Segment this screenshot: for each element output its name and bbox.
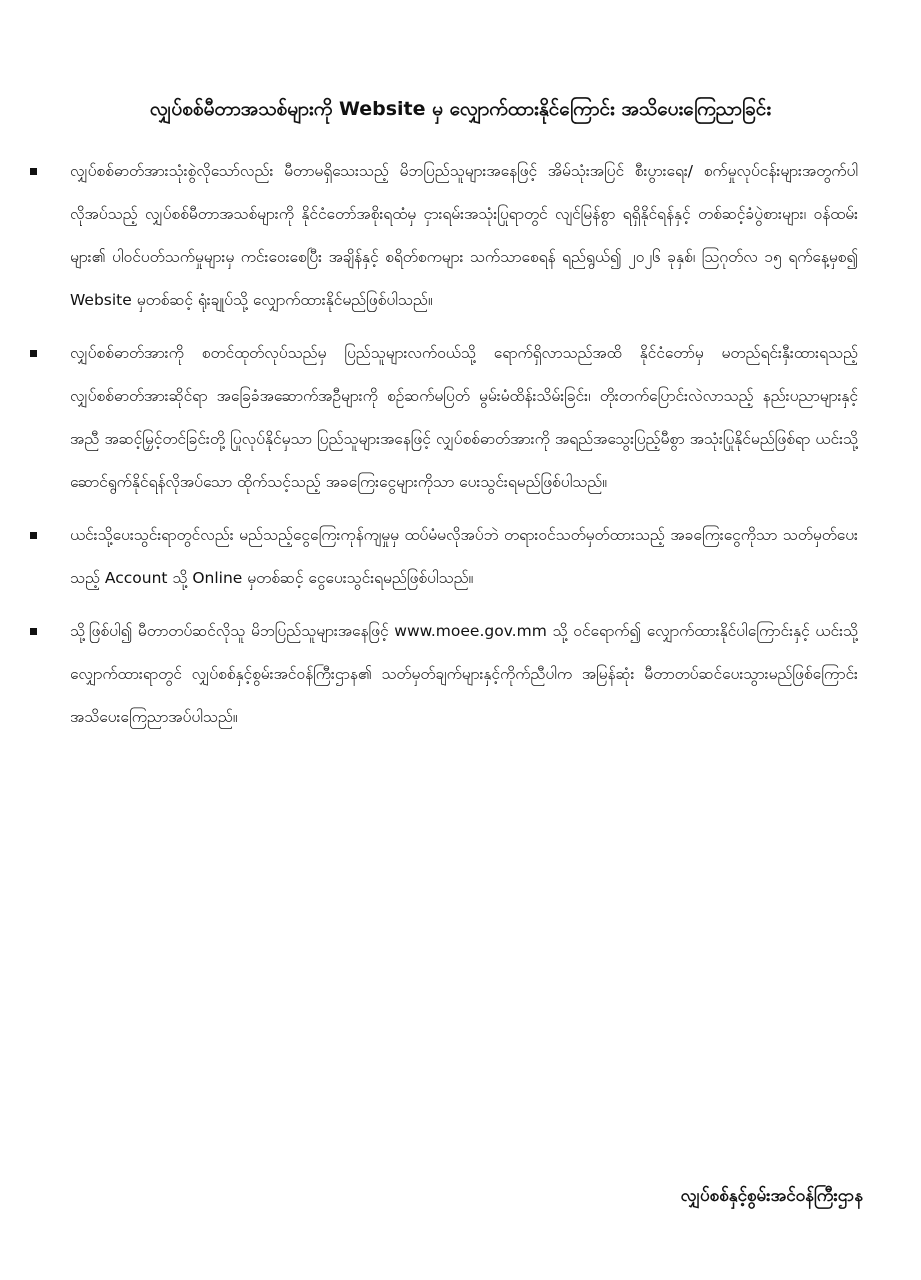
document-title: လျှပ်စစ်မီတာအသစ်များကို Website မှ လျှောက်ထားနိုင်ကြောင်း အသိပေးကြေညာခြင်း [149, 98, 772, 120]
notice-item-4 [30, 610, 858, 739]
notice-text: သို့ဖြစ်ပါ၍ မီတာတပ်ဆင်လိုသူ မိဘပြည်သူများအနေဖြင့် www.moee.gov.mm သို့ ဝင်ရောက်၍ လျှောက်ထားနိုင်ပါကြောင်းနှင့် ယင်းသို့လျှောက်ထားရာတွင် လျှပ်စစ်နှင့်စွမ်းအင်ဝန်ကြီးဌာန၏ သတ်မှတ်ချက်များနှင့်ကိုက်ညီပါက အမြန်ဆုံး မီတာတပ်ဆင်ပေးသွားမည်ဖြစ်ကြောင်း အသိပေးကြေညာအပ်ပါသည်။ [70, 622, 858, 726]
notice-item-2 [30, 332, 858, 504]
square-bullet-icon [30, 168, 37, 175]
notice-list [30, 150, 858, 749]
notice-text: ယင်းသို့ပေးသွင်းရာတွင်လည်း မည်သည့်ငွေကြေးကုန်ကျမှုမှ ထပ်မံမလိုအပ်ဘဲ တရားဝင်သတ်မှတ်ထားသည့် အခကြေးငွေကိုသာ သတ်မှတ်ပေးသည့် Account သို့ Online မှတစ်ဆင့် ငွေပေးသွင်းရမည်ဖြစ်ပါသည်။ [70, 526, 858, 587]
notice-item-3 [30, 514, 858, 600]
notice-text: လျှပ်စစ်ဓာတ်အားကို စတင်ထုတ်လုပ်သည်မှ ပြည်သူများလက်ဝယ်သို့ ရောက်ရှိလာသည်အထိ နိုင်ငံတော်မှ မတည်ရင်းနှီးထားရသည့် လျှပ်စစ်ဓာတ်အားဆိုင်ရာ အခြေခံအဆောက်အဦများကို စဉ်ဆက်မပြတ် မွမ်းမံထိန်းသိမ်းခြင်း၊ တိုးတက်ပြောင်းလဲလာသည့် နည်းပညာများနှင့်အညီ အဆင့်မြှင့်တင်ခြင်းတို့ ပြုလုပ်နိုင်မှသာ ပြည်သူများအနေဖြင့် လျှပ်စစ်ဓာတ်အားကို အရည်အသွေးပြည့်မီစွာ အသုံးပြုနိုင်မည်ဖြစ်ရာ ယင်းသို့ဆောင်ရွက်နိုင်ရန်လိုအပ်သော ထိုက်သင့်သည့် အခကြေးငွေများကိုသာ ပေးသွင်းရမည်ဖြစ်ပါသည်။ [70, 344, 858, 491]
square-bullet-icon [30, 350, 37, 357]
issuing-ministry-signature: လျှပ်စစ်နှင့်စွမ်းအင်ဝန်ကြီးဌာန [680, 1186, 863, 1206]
notice-text: လျှပ်စစ်ဓာတ်အားသုံးစွဲလိုသော်လည်း မီတာမရှိသေးသည့် မိဘပြည်သူများအနေဖြင့် အိမ်သုံးအပြင် စီးပွားရေး/ စက်မှုလုပ်ငန်းများအတွက်ပါ လိုအပ်သည့် လျှပ်စစ်မီတာအသစ်များကို နိုင်ငံတော်အစိုးရထံမှ ငှားရမ်းအသုံးပြုရာတွင် လျင်မြန်စွာ ရရှိနိုင်ရန်နှင့် တစ်ဆင့်ခံပွဲစားများ၊ ဝန်ထမ်းများ၏ ပါဝင်ပတ်သက်မှုများမှ ကင်းဝေးစေပြီး အချိန်နှင့် စရိတ်စကများ သက်သာစေရန် ရည်ရွယ်၍ ၂၀၂၆ ခုနှစ်၊ ဩဂုတ်လ ၁၅ ရက်နေ့မှစ၍ Website မှတစ်ဆင့် ရုံးချုပ်သို့ လျှောက်ထားနိုင်မည်ဖြစ်ပါသည်။ [70, 162, 858, 309]
square-bullet-icon [30, 532, 37, 539]
square-bullet-icon [30, 628, 37, 635]
notice-item-1 [30, 150, 858, 322]
